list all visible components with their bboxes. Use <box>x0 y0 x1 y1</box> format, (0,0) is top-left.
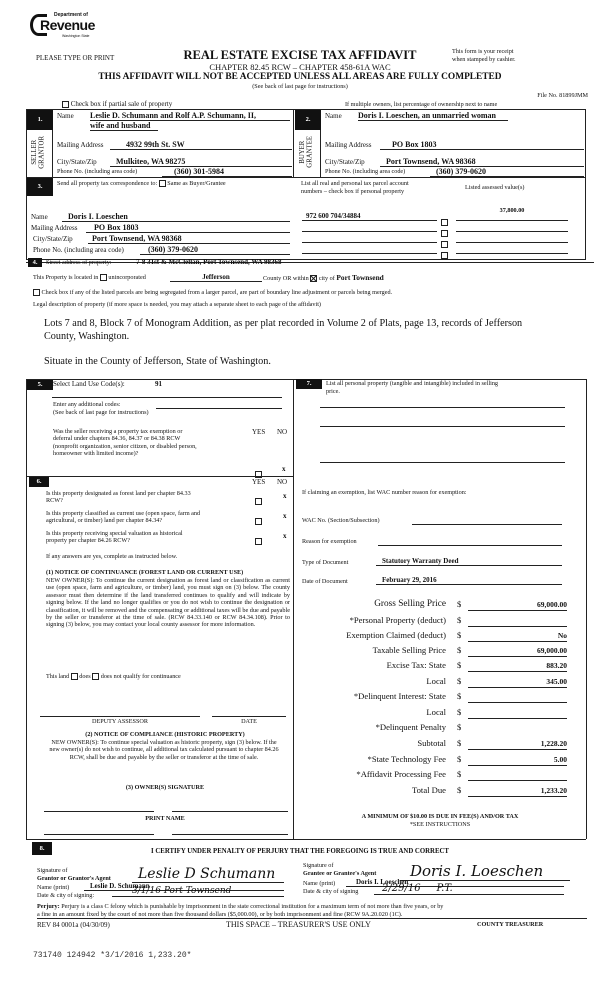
exemption-q-line4: homeowner with limited income)? <box>53 450 139 458</box>
tax-row-value[interactable]: 5.00 <box>468 754 567 766</box>
designation-yes-checkbox[interactable] <box>255 512 262 530</box>
grantor-date-label: Date & city of signing: <box>37 892 95 899</box>
tax-row-label: *Personal Property (deduct) <box>349 615 446 625</box>
tax-row-value[interactable] <box>468 769 567 781</box>
exemption-q-line1: Was the seller receiving a property tax exemption or <box>53 428 183 435</box>
tax-row-value[interactable]: 1,233.20 <box>468 785 567 797</box>
dollar-sign: $ <box>457 645 462 655</box>
additional-codes-label: Enter any additional codes: <box>53 401 121 408</box>
form-subtitle: CHAPTER 82.45 RCW – CHAPTER 458-61A WAC <box>209 62 391 72</box>
personal-property-line-1[interactable] <box>320 407 565 408</box>
tax-row-value[interactable]: No <box>468 630 567 642</box>
tax-row-value[interactable]: 69,000.00 <box>468 599 567 611</box>
wac-label: WAC No. (Section/Subsection) <box>302 517 380 524</box>
tax-row-label: *State Technology Fee <box>367 754 446 764</box>
tax-row-label: Subtotal <box>417 738 446 748</box>
grantee-name[interactable]: Doris I. Loeschen <box>346 878 564 887</box>
perjury-text-1: Perjury is a class C felony which is punishable by imprisonment in the state correctional institution for a maximum term of not more than five years, or by <box>61 903 444 910</box>
tax-row-label: Local <box>426 676 446 686</box>
section-4-badge: 4. <box>28 258 42 267</box>
tax-row-value[interactable]: 1,228.20 <box>468 738 567 750</box>
grantor-sig-label-1: Signature of <box>37 867 68 874</box>
parcel-assessed-value[interactable] <box>456 240 568 254</box>
continuance-row <box>46 673 181 680</box>
personal-property-label-2: price. <box>326 388 340 395</box>
dollar-sign: $ <box>457 738 462 748</box>
warning-banner: THIS AFFIDAVIT WILL NOT BE ACCEPTED UNLESS ALL AREAS ARE FULLY COMPLETED <box>98 72 502 82</box>
buyer-label: BUYER <box>299 140 306 164</box>
seller-name-label: Name <box>57 112 74 120</box>
designation-question-line1: Is this property receiving special valuation as historical <box>46 530 183 537</box>
additional-codes-note: (See back of last page for instructions) <box>53 409 149 416</box>
does-checkbox[interactable] <box>71 673 78 680</box>
county-treasurer: COUNTY TREASURER <box>477 921 544 928</box>
exemption-no-mark[interactable]: x <box>282 465 286 473</box>
section-7-badge: 7. <box>296 379 322 389</box>
unincorporated-label: unincorporated <box>108 274 146 281</box>
within-city-row <box>263 274 384 282</box>
grantee-date-label: Date & city of signing <box>303 888 359 895</box>
parcels-header-2: numbers – check box if personal property <box>301 188 405 195</box>
exemption-no-header: NO <box>277 428 288 436</box>
doc-date-field[interactable]: February 29, 2016 <box>376 576 562 585</box>
segregated-checkbox[interactable] <box>33 289 40 296</box>
doc-date-label: Date of Document <box>302 578 348 585</box>
legal-label: Legal description of property (if more space is needed, you may attach a separate sheet to each page of the affidavit) <box>33 301 321 308</box>
designation-question <box>46 490 246 505</box>
does-label: does <box>79 673 91 680</box>
corr-address[interactable]: PO Box 1803 <box>86 223 290 233</box>
legal-description-line2[interactable]: County, Washington. <box>44 331 130 342</box>
seller-name-line2[interactable]: wife and husband <box>90 121 158 131</box>
grantee-sig-label-2: Grantee or Grantee's Agent <box>303 870 377 877</box>
designation-question-line1: Is this property classified as current use (open space, farm and <box>46 510 201 517</box>
tax-row-label: Gross Selling Price <box>374 599 446 609</box>
buyer-city[interactable]: Port Townsend, WA 98368 <box>380 157 584 167</box>
section-6-badge: 6. <box>29 477 49 487</box>
seller-phone-label: Phone No. (including area code) <box>57 168 138 175</box>
receipt-note-2: when stamped by cashier. <box>452 56 516 63</box>
designation-no-header: NO <box>277 478 288 486</box>
exemption-q-line2: deferral under chapters 84.36, 84.37 or 84.38 RCW <box>53 435 181 443</box>
section-1-badge: 1. <box>27 110 53 130</box>
designation-question-line2: agricultural, or timber) land per chapter 84.34? <box>46 517 163 525</box>
dollar-sign: $ <box>457 785 462 795</box>
minimum-note: A MINIMUM OF $10.00 IS DUE IN FEE(S) AND/OR TAX <box>361 813 519 820</box>
buyer-phone-label: Phone No. (including area code) <box>325 168 406 175</box>
dollar-sign: $ <box>457 615 462 625</box>
file-number: File No. 81899JMM <box>537 92 588 99</box>
dollar-sign: $ <box>457 722 462 732</box>
dollar-sign: $ <box>457 599 462 609</box>
within-city-checkbox[interactable] <box>310 275 317 282</box>
assessed-value-header: Listed assessed value(s) <box>465 184 525 191</box>
corr-phone-label: Phone No. (including area code) <box>33 246 124 254</box>
unincorporated-checkbox[interactable] <box>100 274 107 281</box>
tax-row-label: *Affidavit Processing Fee <box>356 769 446 779</box>
tax-row-label: *Delinquent Penalty <box>375 722 446 732</box>
see-back-note: (See back of last page for instructions) <box>252 83 348 90</box>
treasurer-space: THIS SPACE – TREASURER'S USE ONLY <box>226 920 371 929</box>
street-label: Street address of property: <box>46 259 112 266</box>
parcel-number[interactable] <box>302 234 437 243</box>
reason-label: Reason for exemption <box>302 538 357 545</box>
city-of-label: city of <box>318 275 335 282</box>
land-use-label: Select Land Use Code(s): <box>53 380 125 388</box>
wac-field[interactable] <box>412 517 562 525</box>
seller-side-label <box>27 130 53 177</box>
same-as-buyer-label: Same as Buyer/Grantee <box>167 180 226 187</box>
parcel-number[interactable]: 972 600 704/34884 <box>302 212 437 221</box>
seller-phone[interactable]: (360) 301-5984 <box>162 167 292 177</box>
dollar-sign: $ <box>457 754 462 764</box>
tax-row-value[interactable]: 69,000.00 <box>468 645 567 657</box>
grantor-sig-label-2: Grantor or Grantor's Agent <box>37 875 111 882</box>
receipt-note-1: This form is your receipt <box>452 48 514 55</box>
designation-no-mark[interactable]: x <box>283 492 287 500</box>
parcel-number[interactable] <box>302 245 437 254</box>
located-row <box>33 274 146 281</box>
located-label: This Property is located in <box>33 274 99 281</box>
designation-question <box>46 510 246 525</box>
personal-property-line-3[interactable] <box>320 462 565 463</box>
same-as-buyer-checkbox[interactable] <box>159 180 166 187</box>
perjury-line-2: a fine in an amount fixed by the court of not more than five thousand dollars ($5,000.00), or by both imprisonment and fine (RCW 9A.20.020 (1C). <box>37 911 587 919</box>
situate-line[interactable]: Situate in the County of Jefferson, State of Washington. <box>44 356 271 367</box>
perjury-label: Perjury: <box>37 903 60 910</box>
corr-phone[interactable]: (360) 379-0620 <box>140 245 290 255</box>
street-address[interactable]: 7-8 31st & McClellan, Port Townsend, WA 98368 <box>136 258 282 266</box>
land-use-code[interactable]: 91 <box>155 380 162 388</box>
designation-no-mark[interactable]: x <box>283 532 287 540</box>
correspondence-label: Send all property tax correspondence to: <box>57 180 158 187</box>
does-not-label: does not qualify for continuance <box>100 673 181 680</box>
receipt-stamp: 731740 124942 *3/1/2016 1,233.20* <box>33 951 192 960</box>
notice2-body: NEW OWNER(S): To continue special valuation as historic property, sign (3) below. If the new owner(s) do not wish to continue, all additional tax calculated pursuant to chapter 84.26 RCW, shall be due and payable by the seller or transferor at the time of sale. <box>49 739 279 761</box>
grantee-name-label: Name (print) <box>303 880 336 887</box>
tax-row-label: *Delinquent Interest: State <box>353 691 446 701</box>
section-5-badge: 5. <box>27 380 53 390</box>
designation-question-line2: property per chapter 84.26 RCW? <box>46 537 131 545</box>
print-name-label: PRINT NAME <box>145 815 185 822</box>
tax-row-value[interactable] <box>468 615 567 627</box>
tax-row-value[interactable] <box>468 691 567 703</box>
notice1-body: NEW OWNER(S): To continue the current designation as forest land or classification as current use (open space, farm and agriculture, or timber) land, you must sign on (3) below. The county assessor must then determine if the land transferred continues to qualify and will indicate by signing below. If the land no longer qualifies or you do not wish to continue the designation or classification, it will be removed and the compensating or additional taxes will be due and payable by the seller or transferor at the time of sale. (RCW 84.33.140 or RCW 84.34.108). Prior to signing (3) below, you may contact your local county assessor for more information. <box>46 577 290 629</box>
grantor-label: GRANTOR <box>38 136 46 169</box>
personal-property-label-1: List all personal property (tangible and intangible) included in selling <box>326 380 499 387</box>
grantor-signature[interactable]: Leslie D Schumann <box>132 866 284 883</box>
grantee-date-city[interactable]: 2/29/16 P.T. <box>374 883 564 895</box>
tax-row-value[interactable]: 883.20 <box>468 660 567 672</box>
buyer-city-label: City/State/Zip <box>325 158 365 166</box>
tax-row-value[interactable] <box>468 707 567 719</box>
see-instructions: *SEE INSTRUCTIONS <box>409 821 471 828</box>
rev-number: REV 84 0001a (04/30/09) <box>37 921 110 929</box>
owner-signature-label: (3) OWNER(S) SIGNATURE <box>125 784 205 791</box>
parcel-assessed-value[interactable]: 37,800.00 <box>456 207 568 221</box>
buyer-side-label <box>295 130 321 177</box>
grantee-signature[interactable]: Doris I. Loeschen <box>400 862 570 881</box>
tax-row-label: Taxable Selling Price <box>372 645 446 655</box>
dollar-sign: $ <box>457 769 462 779</box>
seller-label: SELLER <box>31 139 38 165</box>
this-land-label: This land <box>46 673 70 680</box>
seller-city-label: City/State/Zip <box>57 158 97 166</box>
section-8-badge: 8. <box>32 842 52 855</box>
segregated-row <box>33 289 392 296</box>
multiple-owners-note: If multiple owners, list percentage of ownership next to name <box>345 101 498 108</box>
certify-statement: I CERTIFY UNDER PENALTY OF PERJURY THAT THE FOREGOING IS TRUE AND CORRECT <box>151 848 449 855</box>
exemption-q-line3: (nonprofit organization, senior citizen, or disabled person, <box>53 442 197 450</box>
logo-state: Washington State <box>62 34 90 38</box>
parcel-number[interactable] <box>302 223 437 232</box>
tax-row-value[interactable] <box>468 722 567 733</box>
city-field[interactable]: Port Townsend <box>336 273 384 282</box>
tax-row-label: Local <box>426 707 446 717</box>
dollar-sign: $ <box>457 676 462 686</box>
designation-question-line1: Is this property designated as forest land per chapter 84.33 <box>46 490 191 497</box>
additional-codes-field[interactable] <box>156 401 282 409</box>
logo-name: Revenue <box>40 17 95 33</box>
legal-description-line1[interactable]: Lots 7 and 8, Block 7 of Monogram Addition, as per plat recorded in Volume 2 of Plats, page 13, records of Jefferson <box>44 318 523 329</box>
notice2-title: (2) NOTICE OF COMPLIANCE (HISTORIC PROPERTY) <box>85 731 245 738</box>
section-2-badge: 2. <box>295 110 321 130</box>
perjury-line-1 <box>37 903 443 910</box>
grantor-name-label: Name (print) <box>37 884 70 891</box>
segregated-label: Check box if any of the listed parcels are being segregated from a larger parcel, are part of boundary line adjustment or parcels being merged. <box>41 289 393 296</box>
designation-question <box>46 530 246 545</box>
exemption-claim-label: If claiming an exemption, list WAC number reason for exemption: <box>302 489 467 496</box>
county-or-label: County OR within <box>263 275 309 282</box>
tax-row-label: Total Due <box>411 785 446 795</box>
dollar-sign: $ <box>457 707 462 717</box>
dollar-sign: $ <box>457 691 462 701</box>
county-field[interactable]: Jefferson <box>170 273 262 282</box>
grantor-name[interactable]: Leslie D. Schumann <box>84 882 284 891</box>
partial-sale-label: Check box if partial sale of property <box>70 100 173 108</box>
parcels-header-1: List all real and personal tax parcel account <box>301 180 409 187</box>
designation-no-mark[interactable]: x <box>283 512 287 520</box>
grantee-label: GRANTEE <box>306 136 314 168</box>
buyer-address[interactable]: PO Box 1803 <box>380 140 584 150</box>
seller-address[interactable]: 4932 99th St. SW <box>110 140 292 150</box>
designation-question-line2: RCW? <box>46 497 63 505</box>
form-title: REAL ESTATE EXCISE TAX AFFIDAVIT <box>183 48 417 62</box>
buyer-name[interactable]: Doris I. Loeschen, an unmarried woman <box>358 111 508 121</box>
grantor-date-city[interactable]: 3/1/16 Port Townsend <box>112 886 284 897</box>
tax-row-label: Excise Tax: State <box>386 660 446 670</box>
buyer-phone[interactable]: (360) 379-0620 <box>430 167 584 177</box>
seller-address-label: Mailing Address <box>57 141 104 149</box>
buyer-name-label: Name <box>325 112 342 120</box>
exemption-yes-header: YES <box>252 428 266 436</box>
type-or-print: PLEASE TYPE OR PRINT <box>36 54 115 62</box>
dollar-sign: $ <box>457 660 462 670</box>
deputy-assessor-label: DEPUTY ASSESSOR <box>92 718 148 725</box>
doc-type-label: Type of Document <box>302 559 349 566</box>
seller-name-line1[interactable]: Leslie D. Schumann and Rolf A.P. Schumann, II, <box>90 111 290 121</box>
partial-sale-checkbox[interactable] <box>62 101 69 108</box>
exemption-question <box>53 428 253 458</box>
corr-address-label: Mailing Address <box>31 224 78 232</box>
tax-row-value[interactable]: 345.00 <box>468 676 567 688</box>
corr-city[interactable]: Port Townsend, WA 98368 <box>88 234 290 244</box>
designation-yes-header: YES <box>252 478 266 486</box>
if-yes-note: If any answers are yes, complete as instructed below. <box>46 553 178 560</box>
corr-name-label: Name <box>31 213 48 221</box>
section-3-badge: 3. <box>27 178 53 196</box>
seller-city[interactable]: Mulkiteo, WA 98275 <box>110 157 292 167</box>
grantee-sig-label-1: Signature of <box>303 862 334 869</box>
correspondence-row <box>57 180 226 187</box>
dollar-sign: $ <box>457 630 462 640</box>
notice1-title: (1) NOTICE OF CONTINUANCE (FOREST LAND OR CURRENT USE) <box>46 569 244 576</box>
dor-logo <box>30 10 100 46</box>
buyer-address-label: Mailing Address <box>325 141 372 149</box>
doc-type-field[interactable]: Statutory Warranty Deed <box>376 557 562 566</box>
corr-city-label: City/State/Zip <box>33 235 73 243</box>
reason-field[interactable] <box>378 538 562 546</box>
designation-yes-checkbox[interactable] <box>255 492 262 510</box>
logo-dept: Department of <box>54 12 88 18</box>
partial-sale-checkbox-row[interactable] <box>62 100 172 108</box>
does-not-checkbox[interactable] <box>92 673 99 680</box>
personal-property-line-2[interactable] <box>320 426 565 427</box>
tax-row-label: Exemption Claimed (deduct) <box>346 630 446 640</box>
designation-yes-checkbox[interactable] <box>255 532 262 550</box>
date-label: DATE <box>241 718 257 725</box>
corr-name[interactable]: Doris I. Loeschen <box>62 212 290 222</box>
